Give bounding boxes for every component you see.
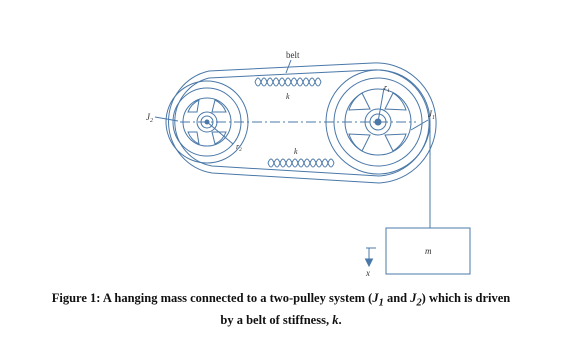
x-label: x: [366, 268, 370, 278]
k-bottom-label: k: [294, 147, 298, 156]
r1-label: $r_1$: [384, 83, 390, 94]
j1-label: $J_1$: [428, 109, 435, 121]
belt-leader: [286, 60, 291, 73]
top-spring: [255, 78, 321, 86]
mass-label: m: [425, 246, 432, 256]
x-arrow-icon: [366, 248, 377, 266]
k-top-label: k: [286, 92, 290, 101]
j1-leader: [411, 120, 428, 130]
j2-label: $J_2$: [146, 112, 153, 124]
r2-label: $r_2$: [236, 142, 242, 153]
belt-label: belt: [286, 50, 300, 60]
figure-caption: [20, 290, 542, 329]
r1-marker: [378, 88, 384, 122]
bottom-spring: [268, 159, 334, 167]
caption-line-1: Figure 1: A hanging mass connected to a two-pulley system ($J_1$ and $J_2$) which is driven: [51, 291, 511, 309]
caption-line-2: by a belt of stiffness, k.: [220, 312, 342, 327]
